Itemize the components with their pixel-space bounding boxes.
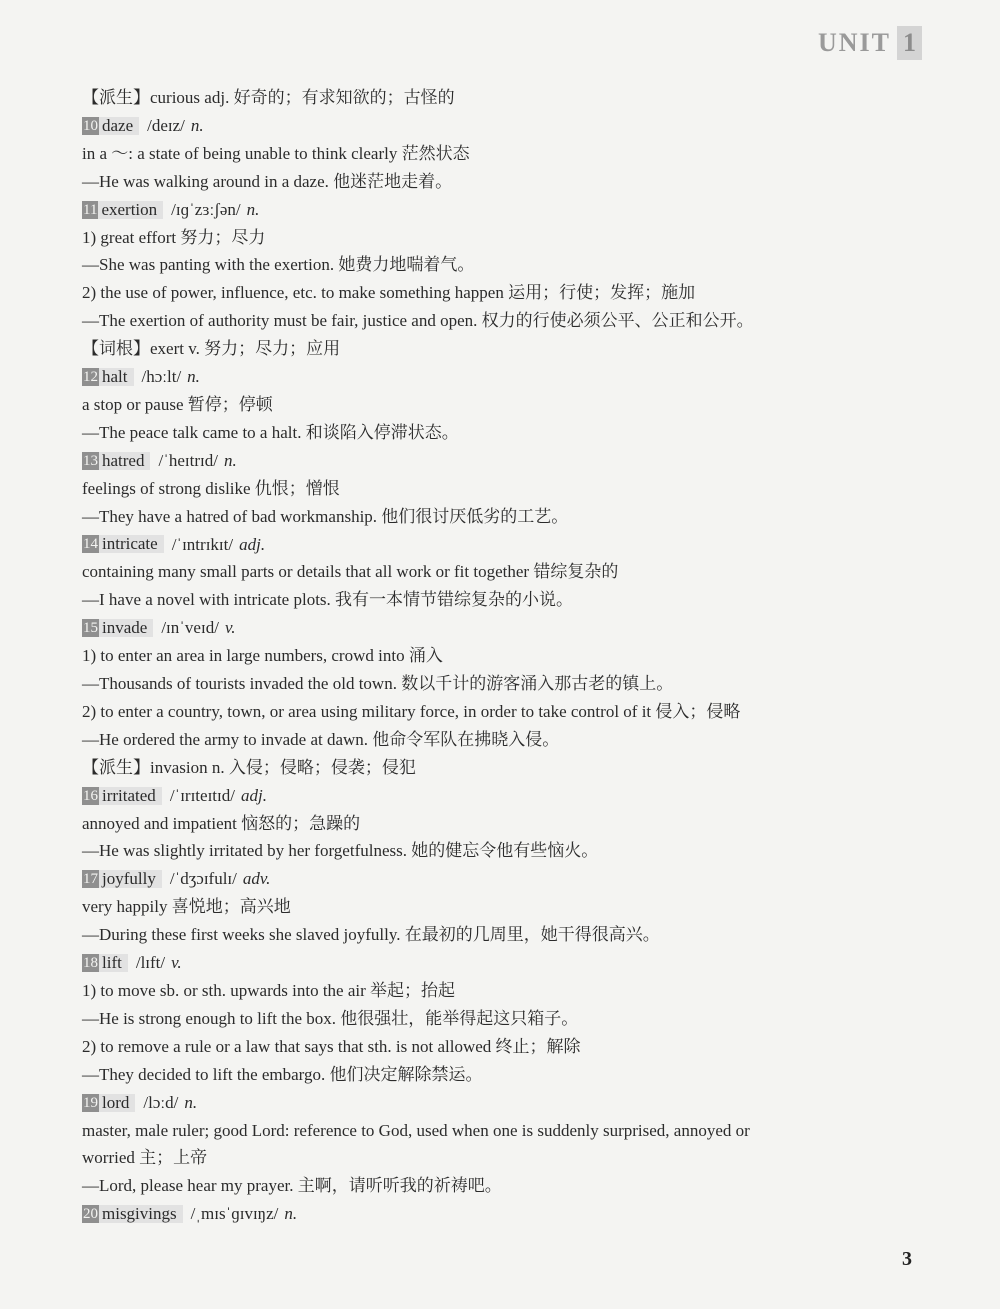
headword: exertion [98,201,163,219]
phonetic: /hɔːlt/ [141,367,182,387]
part-of-speech: adv. [242,869,271,889]
part-of-speech: n. [184,1092,198,1112]
part-of-speech: n. [223,450,237,470]
headword-entry [82,865,932,893]
headword-entry [82,1200,932,1228]
phonetic: /ɪɡˈzɜːʃən/ [171,199,241,219]
text-line: 【派生】curious adj. 好奇的；有求知欲的；古怪的 [82,88,455,107]
text-line: 1) to move sb. or sth. upwards into the air 举起；抬起 [82,981,456,1000]
text-line: annoyed and impatient 恼怒的；急躁的 [82,813,361,833]
unit-number-badge: 1 [897,26,922,60]
part-of-speech: n. [187,367,200,387]
text-line: —Thousands of tourists invaded the old town. 数以千计的游客涌入那古老的镇上。 [82,674,674,694]
phonetic: /ˈheɪtrɪd/ [158,450,218,470]
part-of-speech: n. [246,199,260,219]
headword-entry [82,112,932,140]
phonetic: /ˈɪrɪteɪtɪd/ [169,785,235,805]
text-line: feelings of strong dislike 仇恨；憎恨 [82,478,340,498]
headword-entry [82,447,932,475]
text-line: very happily 喜悦地；高兴地 [82,897,291,917]
text-line: 2) to remove a rule or a law that says that sth. is not allowed 终止；解除 [82,1036,581,1056]
headword-entry [82,531,932,559]
headword: halt [99,368,134,386]
entry-number-badge: 17 [83,871,98,888]
entry-number-badge: 18 [83,955,98,972]
entry-number-badge: 15 [83,620,98,637]
phonetic: /ˈdʒɔɪfulɪ/ [169,869,237,889]
text-line: —He was slightly irritated by her forgetfulness. 她的健忘令他有些恼火。 [82,841,599,861]
phonetic: /deɪz/ [147,115,185,135]
headword-entry [82,782,932,810]
headword: irritated [99,787,162,805]
text-line: 【派生】invasion n. 入侵；侵略；侵袭；侵犯 [82,757,416,777]
headword: lord [99,1094,135,1112]
headword-entry [82,949,932,977]
text-line: —The peace talk came to a halt. 和谈陷入停滞状态。 [82,422,459,442]
phonetic: /ˈɪntrɪkɪt/ [171,534,234,554]
text-line: 1) great effort 努力；尽力 [82,227,266,247]
text-line: —He ordered the army to invade at dawn. 他命令军队在拂晓入侵。 [82,729,560,749]
entry-number-badge: 14 [83,536,98,553]
unit-label: UNIT [817,28,891,57]
text-line: a stop or pause 暂停；停顿 [82,394,273,414]
text-line: 2) to enter a country, town, or area using military force, in order to take control of it 侵入；侵略 [82,701,741,721]
headword: intricate [99,535,164,553]
headword: daze [99,117,139,135]
entry-number-badge: 16 [83,787,98,804]
entry-number-badge: 19 [83,1094,98,1111]
text-line: 2) the use of power, influence, etc. to make something happen 运用；行使；发挥；施加 [82,283,696,303]
vocabulary-list [82,84,932,1228]
part-of-speech: n. [190,115,204,135]
text-line: —He was walking around in a daze. 他迷茫地走着。 [82,171,453,191]
text-line: —She was panting with the exertion. 她费力地喘着气。 [82,255,475,275]
headword: joyfully [99,870,162,888]
text-line: —They decided to lift the embargo. 他们决定解除禁运。 [82,1064,483,1084]
headword-entry [82,196,932,224]
entry-number-badge: 12 [83,369,98,386]
headword: lift [99,954,128,972]
text-line: —I have a novel with intricate plots. 我有一本情节错综复杂的小说。 [82,590,574,610]
headword-entry [82,1089,932,1117]
text-line: containing many small parts or details that all work or fit together 错综复杂的 [82,562,619,582]
text-line: —During these first weeks she slaved joyfully. 在最初的几周里，她干得很高兴。 [82,925,660,945]
part-of-speech: adj. [240,785,267,805]
unit-header [818,26,922,60]
headword: hatred [99,452,150,470]
phonetic: /lɪft/ [135,953,166,973]
part-of-speech: v. [224,618,236,638]
entry-number-badge: 13 [83,452,98,469]
text-line: —They have a hatred of bad workmanship. 他们很讨厌低劣的工艺。 [82,506,569,526]
phonetic: /lɔːd/ [143,1092,179,1112]
text-line: —He is strong enough to lift the box. 他很强壮，能举得起这只箱子。 [82,1008,579,1028]
phonetic: /ˌmɪsˈɡɪvɪŋz/ [190,1204,279,1224]
entry-number-badge: 10 [83,117,98,134]
headword-entry [82,363,932,391]
part-of-speech: adj. [239,534,266,554]
headword-entry [82,614,932,642]
entry-number-badge: 11 [83,201,98,218]
headword: misgivings [99,1205,183,1223]
text-line: —Lord, please hear my prayer. 主啊，请听听我的祈祷吧。 [82,1176,502,1196]
text-line: 【词根】exert v. 努力；尽力；应用 [82,339,341,359]
page-number: 3 [902,1248,912,1270]
part-of-speech: n. [284,1204,298,1224]
text-line: master, male ruler; good Lord: reference to God, used when one is suddenly surprised, annoyed or [82,1120,750,1140]
part-of-speech: v. [171,953,182,973]
headword: invade [99,619,153,637]
text-line: 1) to enter an area in large numbers, crowd into 涌入 [82,646,443,666]
entry-number-badge: 20 [83,1206,98,1223]
text-line: in a ～: a state of being unable to think clearly 茫然状态 [82,143,470,163]
text-line: —The exertion of authority must be fair, justice and open. 权力的行使必须公平、公正和公开。 [82,311,754,331]
text-line: worried 主；上帝 [82,1148,208,1168]
phonetic: /ɪnˈveɪd/ [161,618,219,638]
